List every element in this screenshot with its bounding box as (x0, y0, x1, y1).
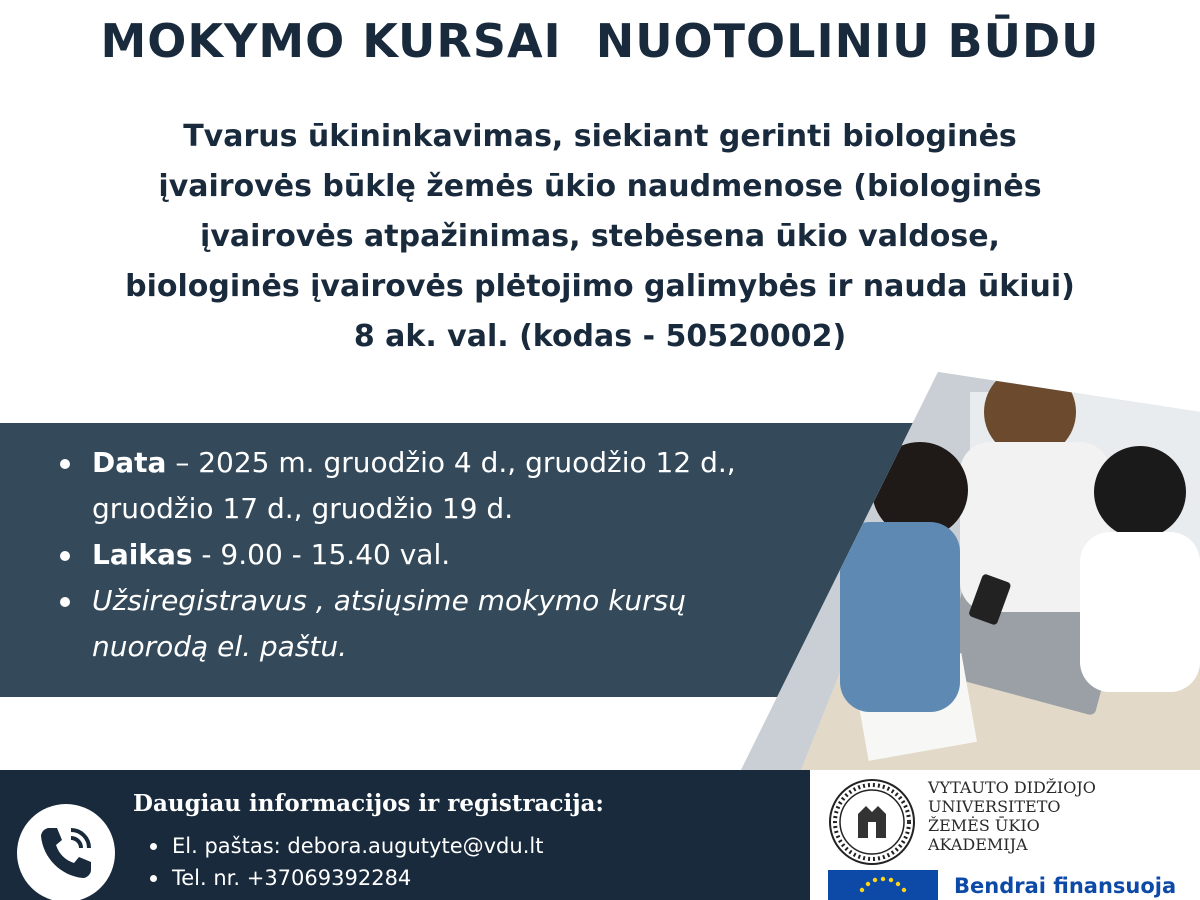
date-label: Data (92, 446, 167, 479)
course-title-line: biologinės įvairovės plėtojimo galimybės ir nauda ūkiui) (125, 269, 1075, 304)
headline: MOKYMO KURSAI NUOTOLINIU BŪDU (100, 14, 1100, 68)
institution-name-line: VYTAUTO DIDŽIOJO (928, 778, 1096, 797)
phone-icon (17, 804, 115, 900)
registration-note-line: Užsiregistravus , atsiųsime mokymo kursų (92, 584, 687, 617)
institution-logo (810, 770, 1200, 900)
contact-footer (0, 770, 810, 900)
date-item (60, 440, 840, 532)
course-title-line: Tvarus ūkininkavimas, siekiant gerinti biologinės (183, 119, 1017, 154)
bullet (60, 551, 70, 561)
institution-name-line: UNIVERSITETO (928, 797, 1061, 816)
phone-text[interactable]: Tel. nr. +37069392284 (172, 866, 412, 890)
time-item (60, 532, 840, 578)
time-value: - 9.00 - 15.40 val. (192, 538, 451, 571)
bullet (60, 597, 70, 607)
email-item[interactable] (150, 830, 543, 862)
contact-list (150, 830, 543, 894)
contact-title: Daugiau informacijos ir registracija: (133, 790, 604, 817)
registration-note-line: nuorodą el. paštu. (92, 630, 348, 663)
registration-note (60, 578, 840, 670)
university-seal-icon (828, 778, 916, 866)
cofunded-label: Bendrai finansuoja (954, 874, 1177, 898)
phone-item[interactable] (150, 862, 543, 894)
course-hours-code: 8 ak. val. (kodas - 50520002) (353, 319, 847, 354)
bullet (150, 843, 157, 850)
institution-name (928, 778, 1096, 854)
institution-name-line: AKADEMIJA (928, 835, 1028, 854)
date-value-continued: gruodžio 17 d., gruodžio 19 d. (92, 492, 514, 525)
time-label: Laikas (92, 538, 193, 571)
bullet (60, 459, 70, 469)
eu-flag-icon (828, 870, 938, 900)
date-value: – 2025 m. gruodžio 4 d., gruodžio 12 d., (166, 446, 736, 479)
course-title (30, 112, 1170, 362)
course-title-line: įvairovės būklę žemės ūkio naudmenose (biologinės (158, 169, 1042, 204)
bullet (150, 875, 157, 882)
institution-name-line: ŽEMĖS ŪKIO (928, 816, 1040, 835)
email-text[interactable]: El. paštas: debora.augutyte@vdu.lt (172, 834, 544, 858)
course-title-line: įvairovės atpažinimas, stebėsena ūkio valdose, (200, 219, 1000, 254)
course-details-list (60, 440, 840, 670)
